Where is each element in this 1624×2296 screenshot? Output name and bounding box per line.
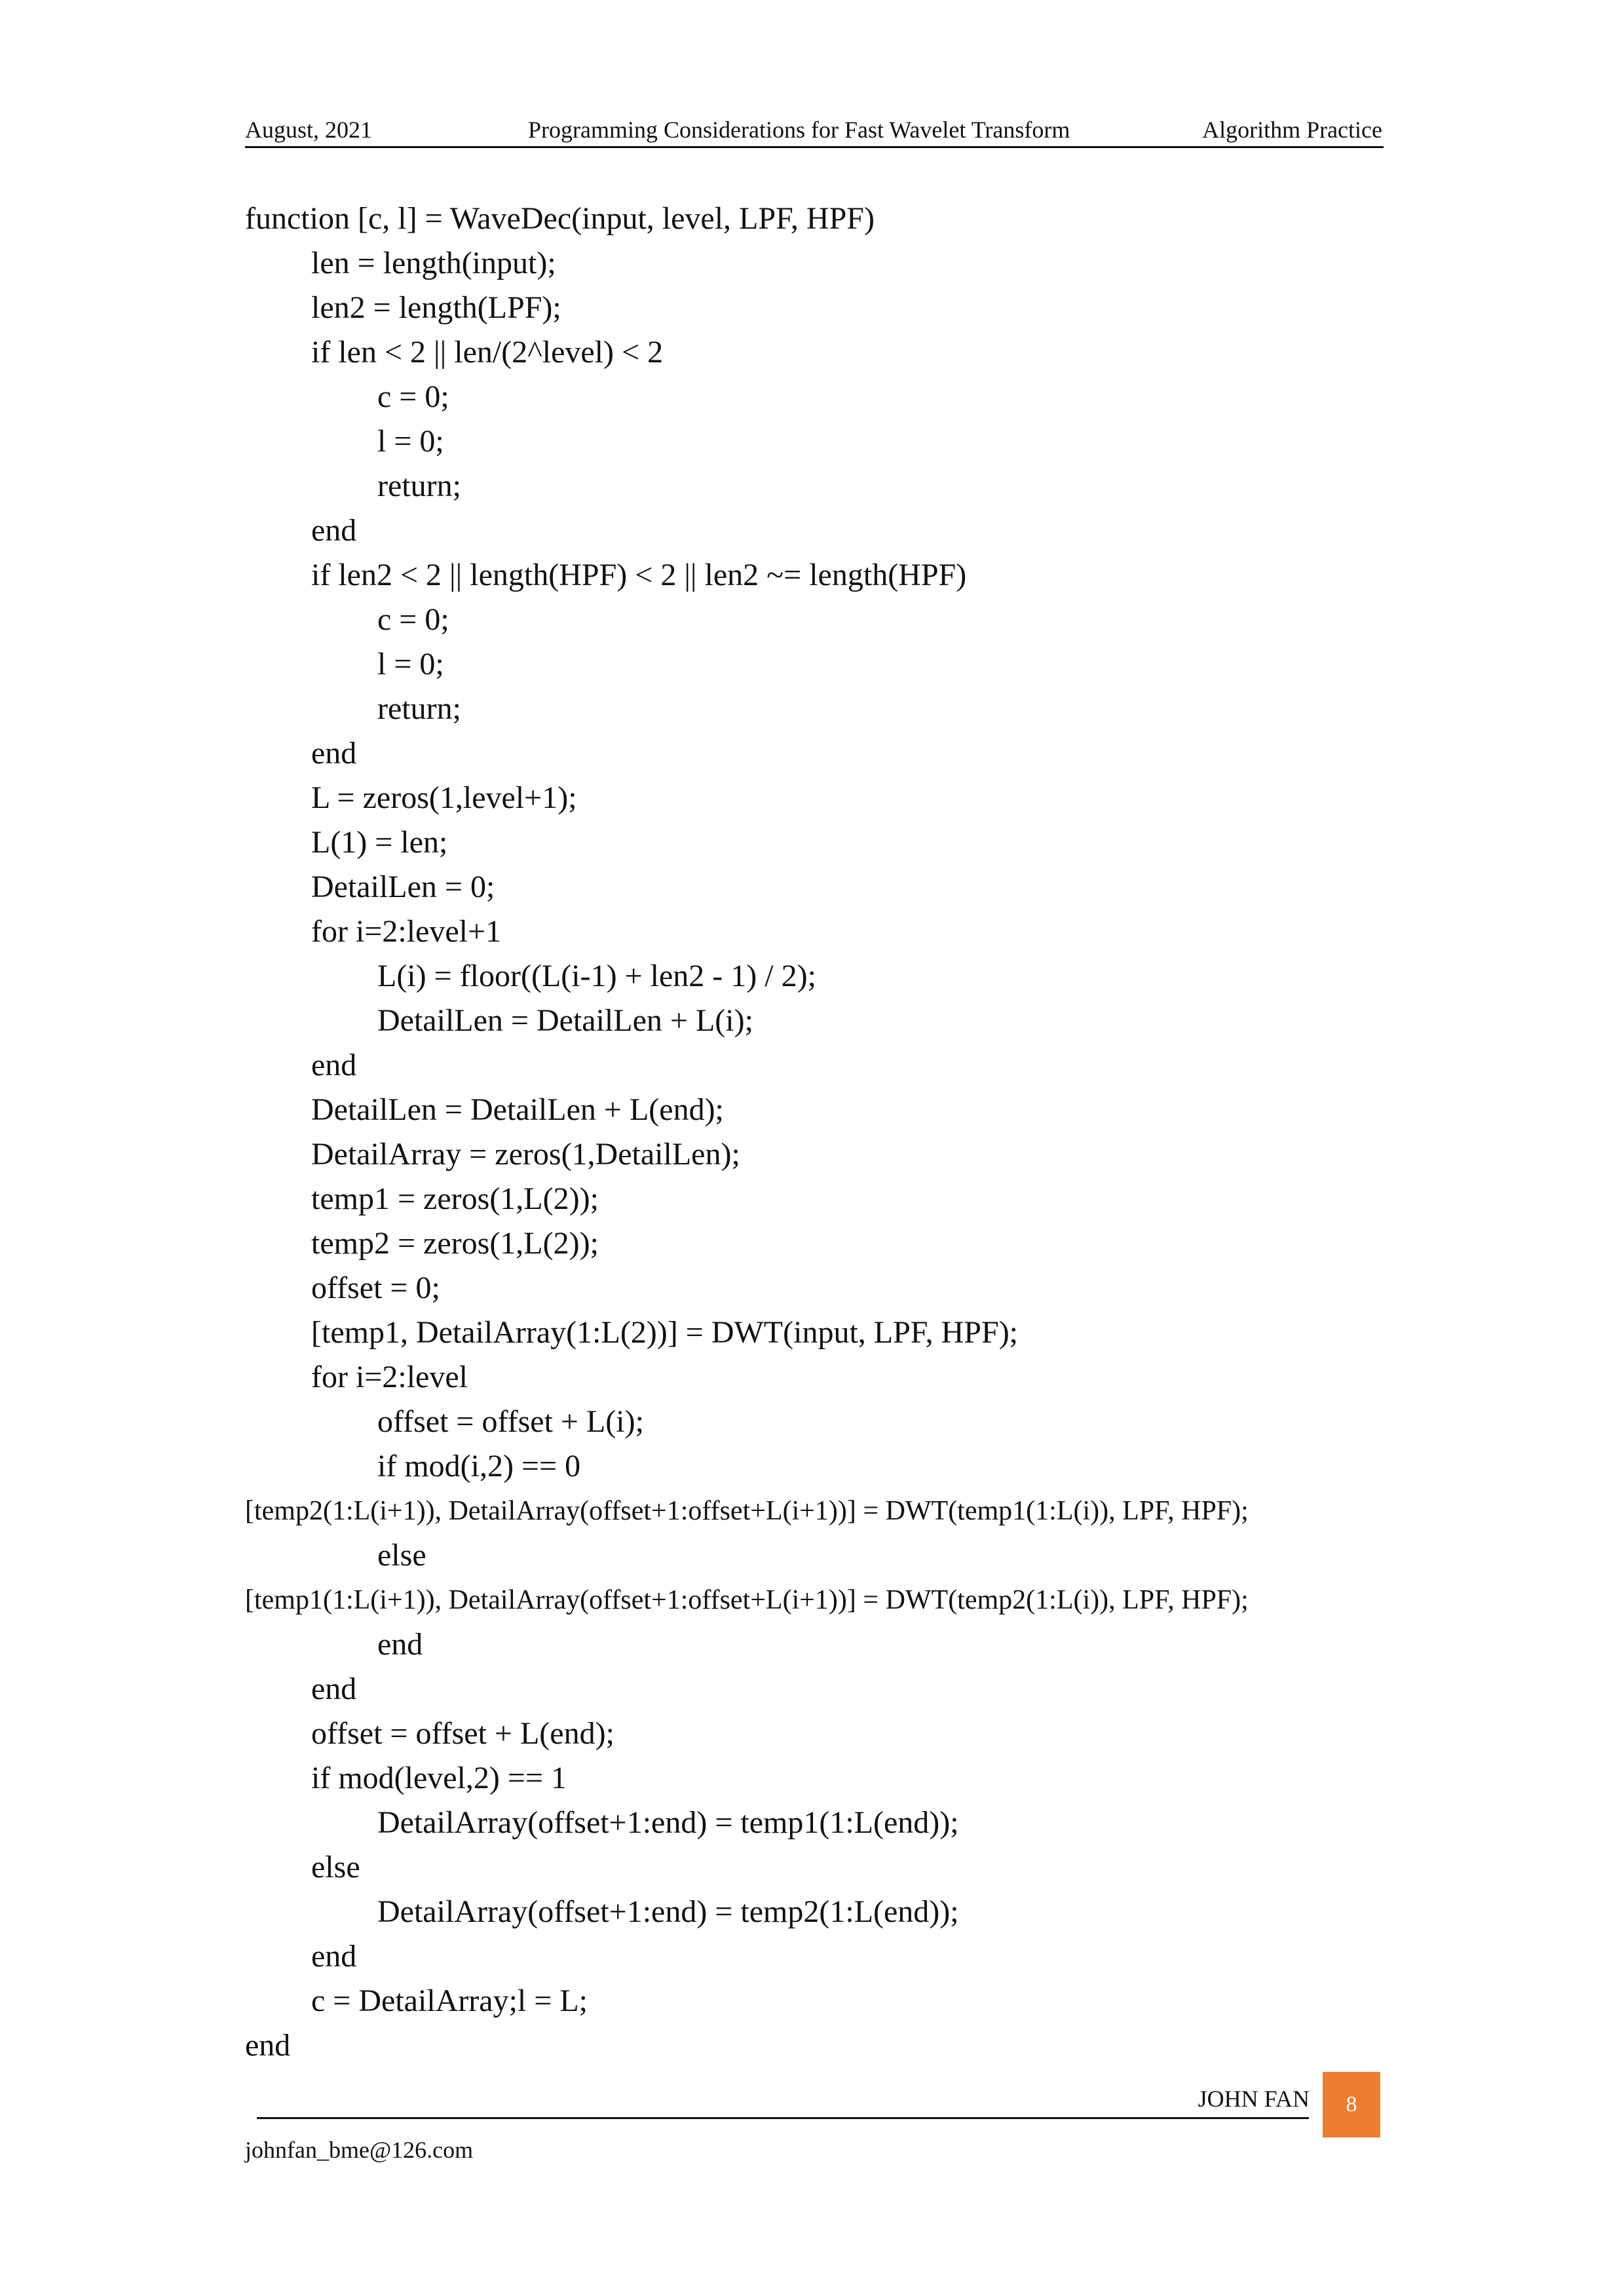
code-line: len2 = length(LPF); [311,290,561,325]
code-line: l = 0; [377,424,444,459]
code-line: DetailArray(offset+1:end) = temp1(1:L(end)); [377,1805,959,1840]
code-line: return; [377,691,461,726]
header-divider [245,146,1384,148]
code-line: if mod(level,2) == 1 [311,1761,567,1795]
code-line: L(i) = floor((L(i-1) + len2 - 1) / 2); [377,959,816,993]
header-title: Programming Considerations for Fast Wavelet Transform [528,117,1070,143]
code-line: end [311,1939,357,1974]
code-line: return; [377,469,461,503]
code-line: end [245,2028,291,2063]
code-line: end [311,1048,357,1082]
code-line: DetailLen = DetailLen + L(end); [311,1092,724,1127]
code-line: c = 0; [377,379,449,414]
code-line: function [c, l] = WaveDec(input, level, LPF, HPF) [245,201,875,236]
code-line: end [311,736,357,771]
code-line: L = zeros(1,level+1); [311,780,577,815]
code-line: for i=2:level [311,1360,468,1394]
code-line: [temp1, DetailArray(1:L(2))] = DWT(input, LPF, HPF); [311,1315,1019,1350]
code-line: end [311,1672,357,1706]
page-header [245,111,1382,148]
code-line: [temp1(1:L(i+1)), DetailArray(offset+1:offset+L(i+1))] = DWT(temp2(1:L(i)), LPF, HPF); [245,1585,1249,1615]
code-line: else [377,1538,426,1573]
code-line: if mod(i,2) == 0 [377,1449,581,1483]
code-line: offset = offset + L(i); [377,1404,644,1439]
code-line: offset = 0; [311,1271,440,1305]
code-line: for i=2:level+1 [311,914,502,949]
footer-divider [257,2117,1309,2119]
code-line: DetailLen = 0; [311,870,495,904]
code-line: DetailArray(offset+1:end) = temp2(1:L(end)); [377,1894,959,1929]
code-line: else [311,1850,360,1885]
code-line: c = 0; [377,602,449,637]
code-line: len = length(input); [311,246,556,280]
header-date: August, 2021 [245,117,373,143]
header-section: Algorithm Practice [1202,117,1382,143]
code-line: c = DetailArray;l = L; [311,1983,588,2018]
code-line: temp2 = zeros(1,L(2)); [311,1226,599,1261]
code-line: if len2 < 2 || length(HPF) < 2 || len2 ~= length(HPF) [311,558,967,592]
page-number-badge: 8 [1323,2072,1380,2137]
code-line: end [377,1627,423,1662]
code-line: if len < 2 || len/(2^level) < 2 [311,335,664,370]
footer-email: johnfan_bme@126.com [245,2137,474,2163]
code-line: end [311,513,357,548]
code-line: DetailLen = DetailLen + L(i); [377,1003,753,1038]
code-line: l = 0; [377,647,444,681]
code-line: DetailArray = zeros(1,DetailLen); [311,1137,740,1172]
code-line: [temp2(1:L(i+1)), DetailArray(offset+1:offset+L(i+1))] = DWT(temp1(1:L(i)), LPF, HPF); [245,1496,1249,1526]
code-line: offset = offset + L(end); [311,1716,614,1751]
code-line: temp1 = zeros(1,L(2)); [311,1181,599,1216]
footer-author: JOHN FAN [1198,2086,1310,2112]
code-line: L(1) = len; [311,825,448,860]
